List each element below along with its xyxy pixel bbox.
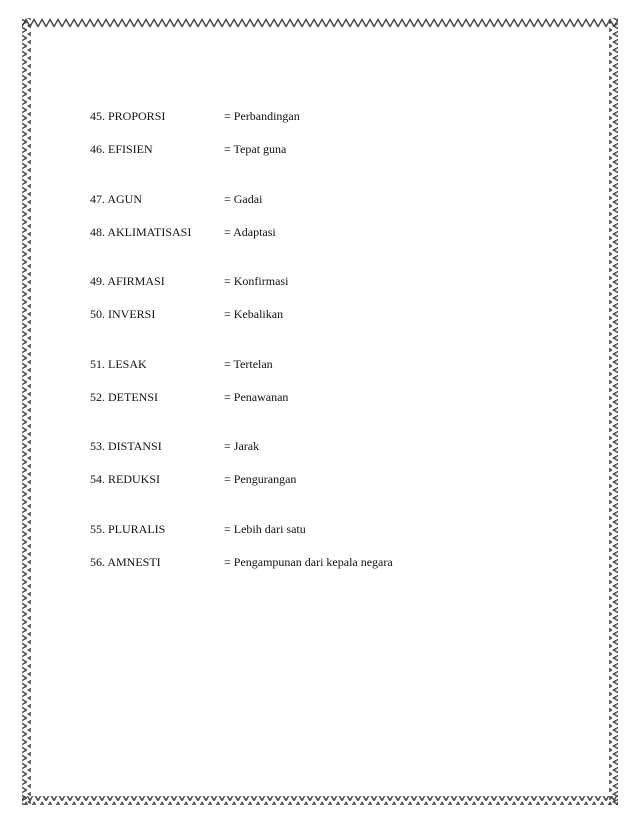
list-item xyxy=(0,222,638,242)
entry-definition: = Lebih dari satu xyxy=(224,522,306,536)
entry-term: 50. INVERSI xyxy=(90,307,156,321)
entry-term: 56. AMNESTI xyxy=(90,555,161,569)
entry-definition: = Perbandingan xyxy=(224,109,300,123)
list-item xyxy=(0,271,638,291)
entry-term: 53. DISTANSI xyxy=(90,439,162,453)
entry-definition: = Pengampunan dari kepala negara xyxy=(224,555,393,569)
entry-term: 55. PLURALIS xyxy=(90,522,166,536)
entry-term: 45. PROPORSI xyxy=(90,109,166,123)
list-item xyxy=(0,436,638,456)
list-item xyxy=(0,304,638,324)
entry-definition: = Tertelan xyxy=(224,357,273,371)
entry-term: 54. REDUKSI xyxy=(90,472,161,486)
entry-definition: = Pengurangan xyxy=(224,472,297,486)
list-item xyxy=(0,387,638,407)
list-item xyxy=(0,354,638,374)
list-item xyxy=(0,139,638,159)
entry-term: 47. AGUN xyxy=(90,192,143,206)
entry-definition: = Penawanan xyxy=(224,390,289,404)
entry-term: 51. LESAK xyxy=(90,357,147,371)
entry-definition: = Konfirmasi xyxy=(224,274,289,288)
entry-definition: = Adaptasi xyxy=(224,225,276,239)
entry-definition: = Tepat guna xyxy=(224,142,287,156)
list-item xyxy=(0,106,638,126)
list-item xyxy=(0,469,638,489)
list-item xyxy=(0,189,638,209)
list-item xyxy=(0,552,638,572)
entry-term: 49. AFIRMASI xyxy=(90,274,165,288)
entry-term: 48. AKLIMATISASI xyxy=(90,225,192,239)
entry-definition: = Jarak xyxy=(224,439,260,453)
entry-term: 46. EFISIEN xyxy=(90,142,153,156)
entry-definition: = Gadai xyxy=(224,192,263,206)
entry-term: 52. DETENSI xyxy=(90,390,158,404)
list-item xyxy=(0,519,638,539)
entry-definition: = Kebalikan xyxy=(224,307,284,321)
